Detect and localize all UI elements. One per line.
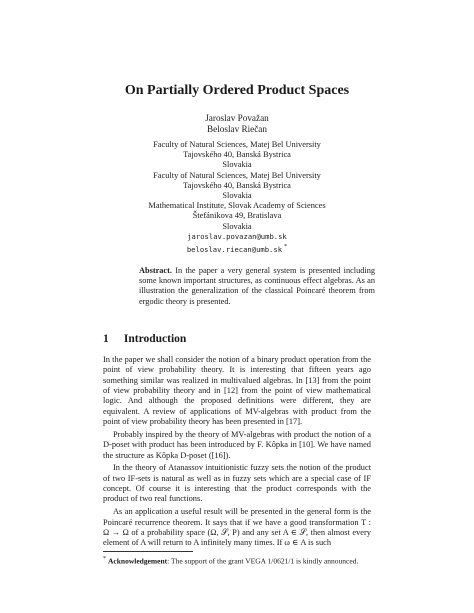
- paragraph: In the paper we shall consider the notion of a binary product operation from the point of view probability theory. It is interesting that fifteen years ago something similar was realized in multivalued algebras. In [13] from the point of view probability theory and in [12] from the point of view mathematical logic. And although the proposed definitions were different, they are equivalent. A review of applications of MV-algebras with product from the point of view probability theory has been presented in [17].: [103, 355, 371, 427]
- author-name: Beloslav Riečan: [207, 124, 267, 134]
- paragraph: As an application a useful result will be presented in the general form is the Poincaré recurrence theorem. It says that if we have a good transformation T : Ω → Ω of a probability space (Ω, 𝒮, P) and any set A ∈ 𝒮, then almost every element of A will return to A infinitely many times. If ω ∈ A is such: [103, 507, 371, 548]
- affiliation-block: [0, 140, 474, 255]
- abstract: [139, 266, 375, 307]
- author-name: Jaroslav Považan: [205, 113, 269, 123]
- paper-title: On Partially Ordered Product Spaces: [124, 83, 350, 98]
- affiliation-line: Slovakia: [222, 160, 252, 170]
- footnote-marker: *: [284, 244, 288, 251]
- footnote-text: : The support of the grant VEGA 1/0621/1 is kindly announced.: [167, 556, 359, 566]
- affiliation-line: Tajovského 40, Banská Bystrica: [183, 180, 291, 190]
- email-address: beloslav.riecan@umb.sk: [186, 244, 283, 254]
- footnote: [103, 555, 371, 566]
- section-body: [103, 355, 371, 551]
- affiliation-line: Faculty of Natural Sciences, Matej Bel University: [153, 140, 321, 149]
- footnote-label: Acknowledgement: [108, 556, 168, 566]
- email-line: [0, 242, 474, 255]
- affiliation-line: Tajovského 40, Banská Bystrica: [183, 150, 291, 160]
- affiliation-line: Štefánikova 49, Bratislava: [192, 211, 282, 221]
- footnote-divider: [103, 551, 193, 552]
- abstract-text: In the paper a very general system is presented including some known important structures, as continuous effect algebras. As an illustration the generalization of the classical Poincaré theorem from ergodic theory is presented.: [139, 266, 375, 306]
- email-address: jaroslav.povazan@umb.sk: [187, 231, 287, 241]
- affiliation-line: Slovakia: [222, 191, 252, 201]
- author-list: [0, 113, 474, 135]
- section-title: Introduction: [123, 333, 187, 345]
- affiliation-line: Slovakia: [222, 221, 252, 231]
- affiliation-line: Faculty of Natural Sciences, Matej Bel University: [153, 170, 321, 180]
- abstract-label: Abstract.: [139, 266, 172, 275]
- footnote-marker: *: [103, 556, 106, 562]
- section-heading: [103, 333, 186, 345]
- section-number: 1: [103, 333, 109, 345]
- paragraph: In the theory of Atanassov intuitionistic fuzzy sets the notion of the product of two IF-sets is natural as well as in fuzzy sets which are a special case of IF concept. Of course it is interesting that the product corresponds with the product of two real functions.: [103, 463, 371, 504]
- paragraph: Probably inspired by the theory of MV-algebras with product the notion of a D-poset with product has been introduced by F. Kôpka in [10]. We have named the structure as Kôpka D-poset ([16]).: [103, 429, 371, 460]
- affiliation-line: Mathematical Institute, Slovak Academy of Sciences: [148, 201, 326, 211]
